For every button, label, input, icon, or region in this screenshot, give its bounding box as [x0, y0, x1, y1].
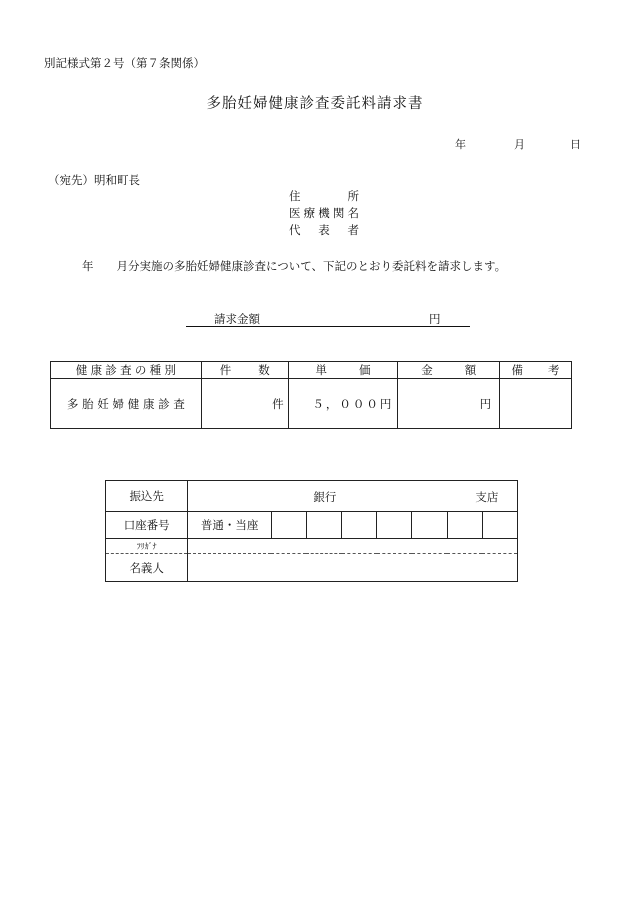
account-digit-cell[interactable] [342, 512, 377, 539]
account-label: 口座番号 [106, 512, 188, 539]
remarks-cell[interactable] [500, 379, 572, 429]
invoice-table-header [51, 362, 572, 379]
amount-unit: 円 [429, 312, 441, 326]
branch-suffix: 支店 [475, 490, 499, 504]
account-digit-cell[interactable] [271, 512, 306, 539]
requester-representative-label: 代表者 [289, 223, 359, 237]
account-digit-cell[interactable] [482, 512, 517, 539]
bank-suffix: 銀行 [313, 490, 337, 504]
holder-name-field[interactable] [188, 554, 518, 582]
account-digit-cell[interactable] [412, 512, 447, 539]
account-digit-cell[interactable] [377, 512, 412, 539]
header-amount: 金額 [398, 362, 500, 379]
furigana-field[interactable] [188, 539, 518, 554]
header-count: 件数 [201, 362, 288, 379]
invoice-table [50, 361, 572, 429]
header-remarks: 備考 [500, 362, 572, 379]
holder-row [106, 554, 518, 582]
requested-amount-line [186, 311, 470, 327]
account-digit-cell[interactable] [447, 512, 482, 539]
checkup-type-cell: 多胎妊婦健康診査 [51, 379, 202, 429]
holder-label: 名義人 [106, 554, 188, 582]
requester-institution-label: 医療機関名 [289, 206, 359, 220]
header-unit-price: 単価 [288, 362, 398, 379]
header-checkup-type: 健康診査の種別 [51, 362, 202, 379]
amount-cell[interactable]: 円 [398, 379, 500, 429]
bank-transfer-table [105, 480, 518, 582]
request-statement: 年 月分実施の多胎妊婦健康診査について、下記のとおり委託料を請求します。 [82, 259, 507, 273]
account-type[interactable]: 普通・当座 [188, 512, 271, 539]
transfer-label: 振込先 [106, 481, 188, 512]
form-number: 別記様式第２号（第７条関係） [44, 56, 205, 70]
account-row [106, 512, 518, 539]
table-row [51, 379, 572, 429]
date-month: 月 [514, 138, 525, 151]
unit-price-cell: ５，０００円 [288, 379, 398, 429]
count-cell[interactable]: 件 [201, 379, 288, 429]
date-day: 日 [570, 138, 581, 151]
document-title: 多胎妊婦健康診査委託料請求書 [206, 96, 424, 112]
addressee: （宛先）明和町長 [48, 173, 140, 187]
transfer-row [106, 481, 518, 512]
furigana-label: ﾌﾘｶﾞﾅ [106, 539, 188, 554]
bank-branch-field[interactable] [188, 481, 518, 512]
date-year: 年 [455, 138, 466, 151]
amount-label: 請求金額 [214, 312, 260, 326]
account-digit-cell[interactable] [306, 512, 341, 539]
requester-address-label: 住所 [289, 189, 359, 203]
furigana-row [106, 539, 518, 554]
